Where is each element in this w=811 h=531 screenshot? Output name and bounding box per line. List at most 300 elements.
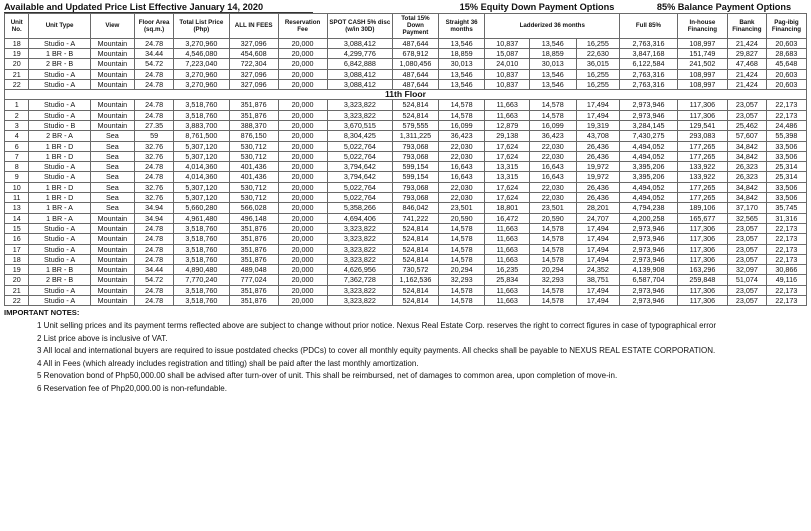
table-cell: 13,315 bbox=[485, 172, 529, 182]
table-cell: Studio - A bbox=[29, 223, 90, 233]
table-cell: 117,306 bbox=[677, 254, 727, 264]
table-cell: 5,358,266 bbox=[327, 203, 393, 213]
table-cell: 47,468 bbox=[727, 59, 766, 69]
table-cell: 3,518,760 bbox=[174, 254, 230, 264]
table-cell: 34.44 bbox=[135, 48, 174, 58]
table-cell: 20,000 bbox=[278, 131, 327, 141]
table-cell: 22,173 bbox=[766, 234, 806, 244]
table-cell: 18,859 bbox=[438, 48, 485, 58]
table-cell: 2,763,316 bbox=[620, 38, 678, 48]
table-cell: 37,170 bbox=[727, 203, 766, 213]
table-cell: 14,578 bbox=[529, 110, 576, 120]
table-cell: 3,518,760 bbox=[174, 110, 230, 120]
table-cell: 20,000 bbox=[278, 110, 327, 120]
table-cell: 20,000 bbox=[278, 275, 327, 285]
table-cell: 4,494,052 bbox=[620, 151, 678, 161]
table-cell: 25,834 bbox=[485, 275, 529, 285]
table-cell: 25,462 bbox=[727, 120, 766, 130]
table-cell: 20,000 bbox=[278, 38, 327, 48]
table-cell: 24,707 bbox=[576, 213, 619, 223]
table-cell: 3,395,206 bbox=[620, 162, 678, 172]
table-cell: 524,814 bbox=[393, 254, 439, 264]
table-cell: 20,000 bbox=[278, 182, 327, 192]
table-cell: 22,030 bbox=[438, 141, 485, 151]
table-cell: 11,663 bbox=[485, 234, 529, 244]
table-cell: 13 bbox=[5, 203, 29, 213]
table-cell: 18 bbox=[5, 254, 29, 264]
table-cell: 20,000 bbox=[278, 254, 327, 264]
table-cell: Mountain bbox=[90, 275, 134, 285]
table-cell: 4,961,480 bbox=[174, 213, 230, 223]
table-cell: 16,643 bbox=[529, 162, 576, 172]
table-cell: 20,603 bbox=[766, 38, 806, 48]
table-cell: 16,255 bbox=[576, 38, 619, 48]
table-row bbox=[5, 59, 807, 69]
table-cell: 3,518,760 bbox=[174, 234, 230, 244]
table-cell: 20,294 bbox=[438, 265, 485, 275]
table-cell: 259,848 bbox=[677, 275, 727, 285]
table-cell: 23,057 bbox=[727, 100, 766, 110]
table-cell: 24.78 bbox=[135, 285, 174, 295]
table-cell: 524,814 bbox=[393, 234, 439, 244]
col-ladderized-36: Ladderized 36 months bbox=[485, 14, 620, 39]
table-cell: 524,814 bbox=[393, 285, 439, 295]
table-cell: 24.78 bbox=[135, 296, 174, 306]
table-row bbox=[5, 131, 807, 141]
table-cell: 1 bbox=[5, 100, 29, 110]
table-cell: 57,607 bbox=[727, 131, 766, 141]
table-cell: 530,712 bbox=[229, 193, 278, 203]
table-cell: 189,106 bbox=[677, 203, 727, 213]
table-cell: 21,424 bbox=[727, 38, 766, 48]
table-cell: 15,087 bbox=[485, 48, 529, 58]
table-cell: 133,922 bbox=[677, 162, 727, 172]
col-pagibig-financing: Pag-ibig Financing bbox=[766, 14, 806, 39]
table-cell: 3,395,206 bbox=[620, 172, 678, 182]
table-cell: 1 BR - D bbox=[29, 193, 90, 203]
col-spot-cash: SPOT CASH 5% disc (w/in 30D) bbox=[327, 14, 393, 39]
table-cell: 133,922 bbox=[677, 172, 727, 182]
table-cell: 10,837 bbox=[485, 69, 529, 79]
table-cell: 29,138 bbox=[485, 131, 529, 141]
table-cell: 25,314 bbox=[766, 172, 806, 182]
table-cell: 8 bbox=[5, 162, 29, 172]
table-cell: 165,677 bbox=[677, 213, 727, 223]
table-cell: 34.44 bbox=[135, 265, 174, 275]
table-cell: 9 bbox=[5, 172, 29, 182]
table-cell: 117,306 bbox=[677, 234, 727, 244]
table-cell: 22,030 bbox=[529, 193, 576, 203]
table-cell: 566,028 bbox=[229, 203, 278, 213]
table-cell: 3,088,412 bbox=[327, 79, 393, 89]
table-cell: 2,973,946 bbox=[620, 296, 678, 306]
table-cell: 524,814 bbox=[393, 100, 439, 110]
table-cell: 777,024 bbox=[229, 275, 278, 285]
table-cell: 524,814 bbox=[393, 244, 439, 254]
table-cell: 117,306 bbox=[677, 296, 727, 306]
table-cell: 3,088,412 bbox=[327, 69, 393, 79]
table-cell: 33,506 bbox=[766, 141, 806, 151]
table-cell: 7,223,040 bbox=[174, 59, 230, 69]
table-cell: 28,201 bbox=[576, 203, 619, 213]
table-cell: 5,307,120 bbox=[174, 182, 230, 192]
table-cell: 3,670,515 bbox=[327, 120, 393, 130]
col-unit-no: Unit No. bbox=[5, 14, 29, 39]
table-cell: 20,000 bbox=[278, 151, 327, 161]
table-cell: 3,323,822 bbox=[327, 100, 393, 110]
table-cell: 14,578 bbox=[438, 223, 485, 233]
table-cell: Mountain bbox=[90, 120, 134, 130]
table-cell: 351,876 bbox=[229, 244, 278, 254]
table-cell: 117,306 bbox=[677, 110, 727, 120]
table-cell: 16,255 bbox=[576, 69, 619, 79]
table-row bbox=[5, 100, 807, 110]
table-cell: 29,827 bbox=[727, 48, 766, 58]
table-cell: Studio - A bbox=[29, 244, 90, 254]
table-row bbox=[5, 48, 807, 58]
col-total-list-price: Total List Price (Php) bbox=[174, 14, 230, 39]
table-cell: 489,048 bbox=[229, 265, 278, 275]
table-cell: 20,000 bbox=[278, 141, 327, 151]
table-cell: 20 bbox=[5, 59, 29, 69]
table-cell: 3,883,700 bbox=[174, 120, 230, 130]
table-cell: Sea bbox=[90, 131, 134, 141]
table-cell: 2,973,946 bbox=[620, 244, 678, 254]
table-cell: 16,643 bbox=[529, 172, 576, 182]
table-cell: 599,154 bbox=[393, 162, 439, 172]
table-cell: 599,154 bbox=[393, 172, 439, 182]
table-cell: 3,270,960 bbox=[174, 69, 230, 79]
table-cell: 4,494,052 bbox=[620, 182, 678, 192]
table-row bbox=[5, 213, 807, 223]
table-cell: Mountain bbox=[90, 48, 134, 58]
table-cell: 18,859 bbox=[529, 48, 576, 58]
table-cell: 108,997 bbox=[677, 38, 727, 48]
table-cell: Mountain bbox=[90, 213, 134, 223]
table-cell: 34.94 bbox=[135, 203, 174, 213]
table-cell: 6,122,584 bbox=[620, 59, 678, 69]
table-row bbox=[5, 275, 807, 285]
table-cell: 5,307,120 bbox=[174, 141, 230, 151]
table-row bbox=[5, 151, 807, 161]
table-cell: Mountain bbox=[90, 79, 134, 89]
col-inhouse-financing: In-house Financing bbox=[677, 14, 727, 39]
table-cell: 27.35 bbox=[135, 120, 174, 130]
table-row bbox=[5, 69, 807, 79]
note-item: 5 Renovation bond of Php50,000.00 shall be advised after turn-over of unit. This shall be reimbursed, net of damages to common area, upon completion of move-in. bbox=[37, 371, 618, 381]
table-cell: 24.78 bbox=[135, 223, 174, 233]
col-full-85: Full 85% bbox=[620, 14, 678, 39]
table-cell: 327,096 bbox=[229, 38, 278, 48]
table-cell: 21,424 bbox=[727, 79, 766, 89]
table-cell: 26,323 bbox=[727, 162, 766, 172]
table-row bbox=[5, 203, 807, 213]
table-cell: 117,306 bbox=[677, 285, 727, 295]
table-cell: 1,311,225 bbox=[393, 131, 439, 141]
table-row bbox=[5, 254, 807, 264]
table-cell: 5,022,764 bbox=[327, 141, 393, 151]
table-cell: 524,814 bbox=[393, 223, 439, 233]
table-cell: 25,314 bbox=[766, 162, 806, 172]
table-cell: 7,430,275 bbox=[620, 131, 678, 141]
table-cell: 3,284,145 bbox=[620, 120, 678, 130]
table-cell: 26,323 bbox=[727, 172, 766, 182]
table-cell: 5,022,764 bbox=[327, 151, 393, 161]
table-cell: 5,022,764 bbox=[327, 182, 393, 192]
table-cell: 487,644 bbox=[393, 69, 439, 79]
table-cell: 5,660,280 bbox=[174, 203, 230, 213]
table-cell: 4,014,360 bbox=[174, 172, 230, 182]
table-cell: 17,624 bbox=[485, 182, 529, 192]
table-cell: 4 bbox=[5, 131, 29, 141]
table-cell: 2,763,316 bbox=[620, 69, 678, 79]
table-cell: 1 BR - B bbox=[29, 265, 90, 275]
table-cell: 722,304 bbox=[229, 59, 278, 69]
note-item: 4 All in Fees (which already includes registration and titling) shall be paid after the last monthly amortization. bbox=[37, 358, 419, 368]
table-cell: 28,683 bbox=[766, 48, 806, 58]
table-cell: 20,000 bbox=[278, 48, 327, 58]
table-cell: 34.94 bbox=[135, 213, 174, 223]
table-cell: 14,578 bbox=[529, 223, 576, 233]
table-cell: 6 bbox=[5, 141, 29, 151]
table-cell: 15 bbox=[5, 223, 29, 233]
table-cell: 22,173 bbox=[766, 296, 806, 306]
table-cell: 6,842,888 bbox=[327, 59, 393, 69]
table-cell: 530,712 bbox=[229, 182, 278, 192]
table-cell: 26,436 bbox=[576, 193, 619, 203]
table-cell: 24.78 bbox=[135, 162, 174, 172]
table-cell: 17,624 bbox=[485, 151, 529, 161]
table-cell: 5,307,120 bbox=[174, 193, 230, 203]
table-cell: 21 bbox=[5, 285, 29, 295]
table-cell: 741,222 bbox=[393, 213, 439, 223]
table-cell: Mountain bbox=[90, 285, 134, 295]
table-cell: 18 bbox=[5, 38, 29, 48]
table-cell: 3,323,822 bbox=[327, 234, 393, 244]
table-cell: Studio - A bbox=[29, 296, 90, 306]
table-cell: 22,030 bbox=[529, 151, 576, 161]
note-item: 6 Reservation fee of Php20,000.00 is non-refundable. bbox=[37, 383, 227, 393]
table-cell: 17,494 bbox=[576, 223, 619, 233]
table-cell: 17,624 bbox=[485, 193, 529, 203]
table-cell: 530,712 bbox=[229, 151, 278, 161]
table-cell: 14,578 bbox=[529, 244, 576, 254]
table-cell: 20,000 bbox=[278, 234, 327, 244]
table-cell: 19,972 bbox=[576, 162, 619, 172]
table-cell: 1 BR - D bbox=[29, 151, 90, 161]
table-row bbox=[5, 265, 807, 275]
table-cell: 36,423 bbox=[529, 131, 576, 141]
table-cell: 20,000 bbox=[278, 79, 327, 89]
table-cell: 5,307,120 bbox=[174, 151, 230, 161]
table-cell: 793,068 bbox=[393, 141, 439, 151]
table-cell: 4,139,908 bbox=[620, 265, 678, 275]
table-cell: 14,578 bbox=[529, 234, 576, 244]
table-cell: 17,494 bbox=[576, 100, 619, 110]
table-cell: 59 bbox=[135, 131, 174, 141]
table-cell: 17,494 bbox=[576, 110, 619, 120]
table-cell: 579,555 bbox=[393, 120, 439, 130]
table-cell: 24,486 bbox=[766, 120, 806, 130]
table-cell: 11,663 bbox=[485, 100, 529, 110]
table-row bbox=[5, 244, 807, 254]
table-cell: 351,876 bbox=[229, 223, 278, 233]
table-cell: 3,088,412 bbox=[327, 38, 393, 48]
table-cell: 4,299,776 bbox=[327, 48, 393, 58]
table-cell: 17 bbox=[5, 244, 29, 254]
table-cell: 32,293 bbox=[529, 275, 576, 285]
table-cell: 32.76 bbox=[135, 193, 174, 203]
table-cell: 530,712 bbox=[229, 141, 278, 151]
table-cell: 10 bbox=[5, 182, 29, 192]
table-cell: 20,000 bbox=[278, 265, 327, 275]
table-cell: 54.72 bbox=[135, 59, 174, 69]
table-cell: 23,057 bbox=[727, 254, 766, 264]
table-cell: 14,578 bbox=[438, 234, 485, 244]
table-cell: 19 bbox=[5, 48, 29, 58]
table-cell: 4,626,956 bbox=[327, 265, 393, 275]
table-cell: 23,057 bbox=[727, 244, 766, 254]
table-cell: 20,000 bbox=[278, 69, 327, 79]
table-cell: Mountain bbox=[90, 265, 134, 275]
table-cell: 730,572 bbox=[393, 265, 439, 275]
table-cell: 16,255 bbox=[576, 79, 619, 89]
table-cell: 3 bbox=[5, 120, 29, 130]
table-cell: 20,000 bbox=[278, 193, 327, 203]
table-cell: 4,494,052 bbox=[620, 193, 678, 203]
table-cell: 3,847,168 bbox=[620, 48, 678, 58]
table-cell: Mountain bbox=[90, 110, 134, 120]
note-item: 3 All local and international buyers are required to issue postdated checks (PDCs) to cover all monthly equity payments. All checks shall be payable to NEXUS REAL ESTATE CORPORATION. bbox=[37, 346, 716, 356]
table-cell: 524,814 bbox=[393, 296, 439, 306]
table-cell: 3,518,760 bbox=[174, 285, 230, 295]
table-row bbox=[5, 120, 807, 130]
table-cell: 4,546,080 bbox=[174, 48, 230, 58]
table-row bbox=[5, 141, 807, 151]
table-cell: 108,997 bbox=[677, 69, 727, 79]
table-cell: 1,080,456 bbox=[393, 59, 439, 69]
table-cell: 327,096 bbox=[229, 79, 278, 89]
price-table bbox=[4, 13, 807, 306]
table-cell: 177,265 bbox=[677, 141, 727, 151]
col-bank-financing: Bank Financing bbox=[727, 14, 766, 39]
table-cell: 3,323,822 bbox=[327, 254, 393, 264]
page-title: Available and Updated Price List Effective January 14, 2020 bbox=[4, 2, 313, 13]
table-cell: 388,370 bbox=[229, 120, 278, 130]
table-cell: 5,022,764 bbox=[327, 193, 393, 203]
table-row bbox=[5, 193, 807, 203]
table-cell: 34,842 bbox=[727, 193, 766, 203]
table-cell: 678,912 bbox=[393, 48, 439, 58]
table-cell: 17,494 bbox=[576, 254, 619, 264]
table-cell: 177,265 bbox=[677, 151, 727, 161]
table-cell: 49,116 bbox=[766, 275, 806, 285]
table-cell: 13,546 bbox=[438, 69, 485, 79]
table-cell: 327,096 bbox=[229, 69, 278, 79]
table-cell: 13,546 bbox=[529, 79, 576, 89]
table-cell: 14,578 bbox=[529, 296, 576, 306]
table-cell: 33,506 bbox=[766, 182, 806, 192]
table-cell: 1 BR - D bbox=[29, 182, 90, 192]
table-cell: 22,030 bbox=[438, 182, 485, 192]
table-cell: 7,362,728 bbox=[327, 275, 393, 285]
table-cell: 351,876 bbox=[229, 234, 278, 244]
table-cell: Studio - A bbox=[29, 254, 90, 264]
table-cell: 30,013 bbox=[529, 59, 576, 69]
table-cell: 22,030 bbox=[529, 141, 576, 151]
table-cell: 23,057 bbox=[727, 234, 766, 244]
table-cell: 3,518,760 bbox=[174, 223, 230, 233]
table-cell: 3,518,760 bbox=[174, 244, 230, 254]
table-cell: 2 BR - A bbox=[29, 131, 90, 141]
table-cell: 20,000 bbox=[278, 172, 327, 182]
col-unit-type: Unit Type bbox=[29, 14, 90, 39]
table-cell: 22,630 bbox=[576, 48, 619, 58]
table-row bbox=[5, 234, 807, 244]
table-cell: 22,173 bbox=[766, 110, 806, 120]
table-cell: 23,057 bbox=[727, 296, 766, 306]
table-cell: 22,173 bbox=[766, 285, 806, 295]
table-cell: 351,876 bbox=[229, 254, 278, 264]
table-cell: Studio - A bbox=[29, 172, 90, 182]
table-cell: 17,494 bbox=[576, 285, 619, 295]
notes-list bbox=[4, 320, 807, 396]
table-cell: Mountain bbox=[90, 69, 134, 79]
table-cell: 16,235 bbox=[485, 265, 529, 275]
table-cell: 4,494,052 bbox=[620, 141, 678, 151]
table-cell: 14,578 bbox=[438, 285, 485, 295]
table-cell: 117,306 bbox=[677, 223, 727, 233]
table-cell: 18,801 bbox=[485, 203, 529, 213]
table-cell: 117,306 bbox=[677, 244, 727, 254]
table-cell: 19,319 bbox=[576, 120, 619, 130]
table-cell: Mountain bbox=[90, 59, 134, 69]
table-cell: 3,323,822 bbox=[327, 244, 393, 254]
table-cell: 17,494 bbox=[576, 296, 619, 306]
table-cell: 2,973,946 bbox=[620, 234, 678, 244]
table-cell: 54.72 bbox=[135, 275, 174, 285]
table-cell: Studio - B bbox=[29, 120, 90, 130]
table-cell: 13,546 bbox=[438, 38, 485, 48]
table-cell: 34,842 bbox=[727, 151, 766, 161]
table-cell: 117,306 bbox=[677, 100, 727, 110]
table-cell: 17,624 bbox=[485, 141, 529, 151]
table-cell: 12,879 bbox=[485, 120, 529, 130]
table-cell: 876,150 bbox=[229, 131, 278, 141]
table-cell: 16,099 bbox=[529, 120, 576, 130]
table-cell: 20,000 bbox=[278, 296, 327, 306]
table-cell: 1,162,536 bbox=[393, 275, 439, 285]
column-header-row bbox=[5, 14, 807, 39]
table-cell: 14,578 bbox=[438, 100, 485, 110]
table-cell: 38,751 bbox=[576, 275, 619, 285]
table-cell: 20,000 bbox=[278, 203, 327, 213]
table-cell: Studio - A bbox=[29, 69, 90, 79]
table-cell: 129,541 bbox=[677, 120, 727, 130]
floor-section-label: 11th Floor bbox=[5, 90, 807, 100]
table-cell: 24,010 bbox=[485, 59, 529, 69]
table-cell: Mountain bbox=[90, 234, 134, 244]
table-cell: 19 bbox=[5, 265, 29, 275]
table-cell: 24.78 bbox=[135, 244, 174, 254]
table-cell: Studio - A bbox=[29, 38, 90, 48]
table-cell: 20,294 bbox=[529, 265, 576, 275]
table-cell: 34,842 bbox=[727, 182, 766, 192]
table-cell: 17,494 bbox=[576, 234, 619, 244]
table-cell: 23,501 bbox=[438, 203, 485, 213]
title-bar bbox=[4, 2, 807, 13]
table-cell: 36,423 bbox=[438, 131, 485, 141]
